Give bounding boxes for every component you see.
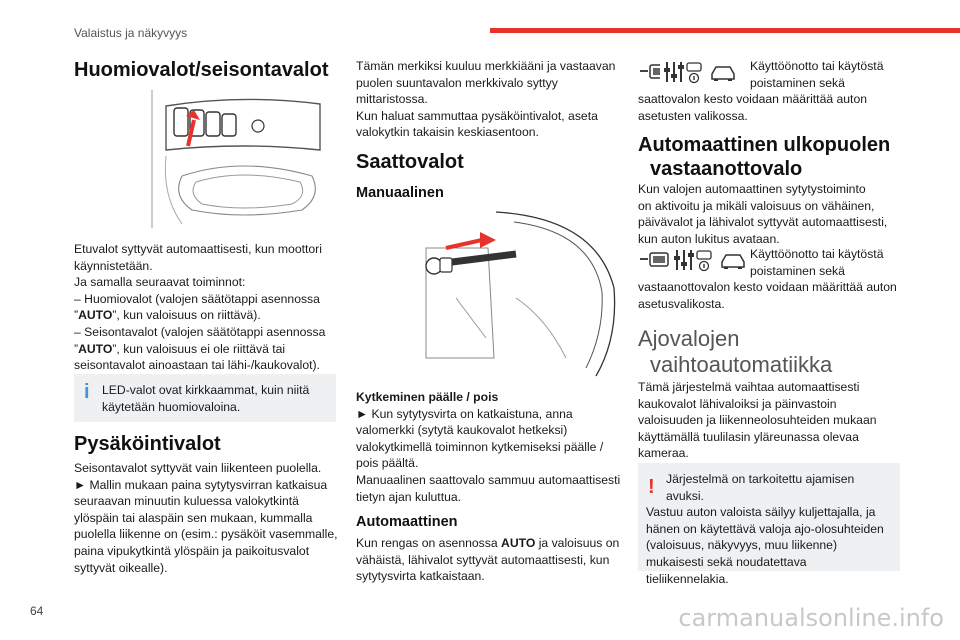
text-line: paina vipukytkintä ylöspäin ja paikoitusvalot [74,543,310,558]
header-accent-bar [490,28,960,33]
text-line: – Seisontavalot (valojen säätötappi asennossa [74,324,326,339]
text-line: käynnistetään. [74,258,153,273]
text-line: tietyn ajan kuluttua. [356,489,462,504]
bold-line: Kytkeminen päälle / pois [356,390,499,404]
note-line: Vastuu auton valoista säilyy kuljettajalla, ja [646,505,876,520]
text-line: Kun valojen automaattinen sytytystoiminto [638,182,866,196]
paragraph-automaattinen [356,535,626,585]
text-line: puolen suuntavalon merkkivalo syttyy [356,75,558,90]
page-number: 64 [30,604,44,618]
text-line: ylöspäin tai alaspäin sen mukaan, kummalla [74,510,313,525]
text-line: sytytysvirta katkaistaan. [356,569,485,584]
text-line: Seisontavalot syttyvät vain liikenteen puolella. [74,461,322,475]
light-switch-illustration [122,86,336,233]
heading-line: vaihtoautomatiikka [650,352,833,377]
text-line-auto-2: ”AUTO”, kun valoisuus ei ole riittävä tai [74,341,286,356]
text-line: Manuaalinen saattovalo sammuu automaattisesti [356,472,621,487]
info-note [74,374,336,422]
text-line: valoisuuden ja liikenneolosuhteiden mukaan [638,413,877,428]
subheading-manuaalinen: Manuaalinen [356,185,444,201]
note-line: LED-valot ovat kirkkaammat, kuin niitä [102,383,310,397]
text-line: – Huomiovalot (valojen säätötappi asennossa [74,291,320,306]
text-line: Ja samalla seuraavat toiminnot: [74,275,246,290]
heading-saattovalot: Saattovalot [356,151,464,173]
text-line: seuraavan minuutin kuluessa valokytkintä [74,494,299,509]
screen-icon [640,252,670,268]
icon-text-2 [750,246,910,279]
text-line: kameraa. [638,446,689,461]
paragraph-kytkeminen [356,389,626,505]
heading-vastaanottovalo [638,133,908,181]
note-line: käytetään huomiovaloina. [102,399,241,414]
text-line: Tämän merkiksi kuuluu merkkiääni ja vastaavan [356,59,616,73]
heading-line: Automaattinen ulkopuolen [638,134,891,156]
section-title: Valaistus ja näkyvyys [74,26,188,40]
text-line: valomerkki (sytytä kaukovalot hetkeksi) [356,423,568,438]
note-line: (valoisuus, näkyvyys, muu liikenne) [646,538,838,553]
settings-icon [674,248,714,272]
text-line: Etuvalot syttyvät automaattisesti, kun moottori [74,242,322,256]
text-line: asetusten valikossa. [638,108,748,123]
text-line-auto: Kun rengas on asennossa AUTO ja valoisuus on [356,536,620,550]
note-line: avuksi. [666,488,704,503]
text-line: vähäistä, lähivalot syttyvät automaattisesti, kun [356,552,610,567]
text-line: Kun haluat sammuttaa pysäköintivalot, aseta [356,108,598,123]
text-line: ► Kun sytytysvirta on katkaistuna, anna [356,406,573,421]
text-line-auto-1: ”AUTO”, kun valoisuus on riittävä). [74,308,261,323]
paragraph-etuvalot [74,241,344,374]
heading-line: vastaanottovalo [650,158,803,180]
paragraph-vastaanottovalon-kesto [638,279,908,312]
text-line: käyttämällä tuulilasin yläreunassa olevaa [638,429,859,444]
stalk-illustration [396,208,618,383]
paragraph-vastaanottovalo [638,181,908,247]
settings-icons-row-2 [640,248,748,272]
text-line: asetusvalikosta. [638,296,725,311]
subheading-automaattinen: Automaattinen [356,514,458,530]
warning-note [638,463,900,586]
heading-line: Ajovalojen [638,326,740,351]
icon-text-1 [750,58,910,91]
text-line: päivävalot ja lähivalot syttyvät automaattisesti, [638,215,888,230]
car-icon [708,62,738,82]
text-line: kaukovalot lähivaloiksi ja päinvastoin [638,396,837,411]
text-line: poistaminen sekä [750,75,845,90]
note-line: Järjestelmä on tarkoitettu ajamisen [666,472,855,486]
text-line: syttyvät oikealle). [74,560,168,575]
info-icon: i [84,381,90,403]
text-line: on aktivoitu ja mikäli valoisuus on vähäinen, [638,198,875,213]
heading-huomiovalot: Huomiovalot/seisontavalot [74,59,329,81]
settings-icon [664,60,704,84]
text-line: kun auton lukitus avataan. [638,231,780,246]
paragraph-merkkiaani [356,58,626,141]
heading-vaihtoautomatiikka [638,326,908,378]
settings-icons-row-1 [640,60,738,84]
text-line: Tämä järjestelmä vaihtaa automaattisesti [638,380,860,394]
text-line: ► Mallin mukaan paina sytytysvirran katkaisua [74,477,328,492]
text-line: mittaristossa. [356,92,428,107]
watermark: carmanualsonline.info [678,604,944,632]
warning-icon: ! [648,476,655,498]
screen-icon [640,64,660,80]
text-line: Käyttöönotto tai käytöstä [750,59,884,73]
text-line: valokytkimellä toiminnon kytkemiseksi päälle / [356,439,604,454]
car-icon [718,250,748,270]
text-line: Käyttöönotto tai käytöstä [750,247,884,261]
text-line: seisontavalot ainoastaan tai lähi-/kaukovalot). [74,358,320,373]
text-line: pois päältä. [356,456,419,471]
text-line: valokytkin takaisin keskiasentoon. [356,125,539,140]
paragraph-pysakointivalot [74,460,344,576]
note-line: hänen on käytettävä valoja ajo-olosuhteiden [646,521,884,536]
text-line: saattovalon kesto voidaan määrittää auton [638,92,868,106]
paragraph-vaihtoautomatiikka [638,379,908,462]
heading-pysakointivalot: Pysäköintivalot [74,433,221,455]
text-line: poistaminen sekä [750,263,845,278]
text-line: vastaanottovalon kesto voidaan määrittää auton [638,280,897,294]
note-line: mukaisesti sekä noudatettava tieliikennelakia. [646,554,807,586]
paragraph-saattovalon-kesto [638,91,908,124]
text-line: puolella liikenne on (esim.: pysäköit vasemmalle, [74,527,338,542]
